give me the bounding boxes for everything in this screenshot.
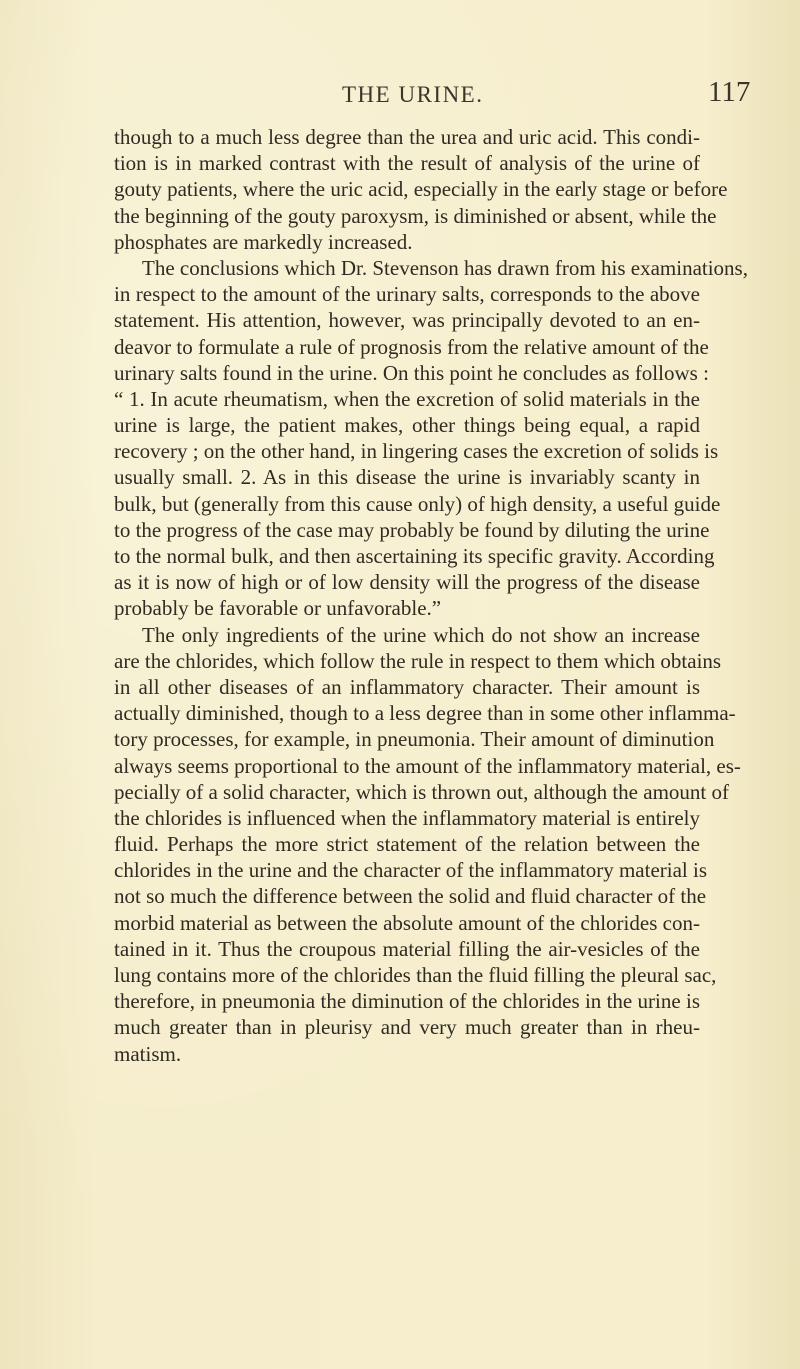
- text-line: therefore, in pneumonia the diminution of the chlorides in the urine is: [114, 989, 700, 1014]
- text-line: to the progress of the case may probably be found by diluting the urine: [114, 517, 710, 542]
- text-line: deavor to formulate a rule of prognosis from the relative amount of the: [114, 334, 709, 359]
- text-line: much greater than in pleurisy and very much greater than in rheu-: [114, 1015, 700, 1040]
- text-line: lung contains more of the chlorides than the fluid filling the pleural sac,: [114, 963, 717, 987]
- text-line: urinary salts found in the urine. On this point he concludes as follows :: [114, 360, 709, 385]
- text-line: morbid material as between the absolute amount of the chlorides con-: [114, 910, 700, 935]
- text-line: tion is in marked contrast with the result of analysis of the urine of: [114, 151, 700, 176]
- text-line: actually diminished, though to a less degree than in some other inflamma-: [114, 701, 736, 726]
- text-line: fluid. Perhaps the more strict statement of the relation between the: [114, 832, 700, 857]
- text-line: phosphates are markedly increased.: [114, 229, 413, 254]
- text-line: urine is large, the patient makes, other things being equal, a rapid: [114, 413, 700, 438]
- text-line: in respect to the amount of the urinary salts, corresponds to the above: [114, 282, 700, 307]
- text-line: not so much the difference between the solid and fluid character of the: [114, 884, 707, 909]
- text-line: as it is now of high or of low density will the progress of the disease: [114, 570, 700, 595]
- text-line: bulk, but (generally from this cause only) of high density, a useful guide: [114, 491, 721, 516]
- body-text: [114, 124, 748, 1067]
- text-line: probably be favorable or unfavorable.”: [114, 596, 442, 621]
- text-line: chlorides in the urine and the character of the inflammatory material is: [114, 858, 708, 883]
- text-line: the chlorides is influenced when the inflammatory material is entirely: [114, 805, 700, 830]
- text-line: the beginning of the gouty paroxysm, is diminished or absent, while the: [114, 203, 717, 228]
- text-line: recovery ; on the other hand, in lingering cases the excretion of solids is: [114, 439, 719, 464]
- text-line: are the chlorides, which follow the rule in respect to them which obtains: [114, 648, 722, 673]
- text-line: to the normal bulk, and then ascertaining its specific gravity. According: [114, 544, 715, 568]
- text-line: The only ingredients of the urine which do not show an increase: [142, 622, 700, 647]
- text-line: statement. His attention, however, was principally devoted to an en-: [114, 308, 700, 333]
- running-head-title: THE URINE.: [342, 82, 484, 107]
- text-line: The conclusions which Dr. Stevenson has drawn from his examinations,: [142, 255, 748, 280]
- text-line: always seems proportional to the amount of the inflammatory material, es-: [114, 753, 741, 778]
- text-line: in all other diseases of an inflammatory character. Their amount is: [114, 674, 700, 699]
- text-line: matism.: [114, 1041, 182, 1066]
- text-line: tained in it. Thus the croupous material filling the air-vesicles of the: [114, 936, 700, 961]
- text-line: usually small. 2. As in this disease the urine is invariably scanty in: [114, 465, 700, 490]
- text-line: tory processes, for example, in pneumonia. Their amount of diminution: [114, 727, 715, 752]
- text-line: gouty patients, where the uric acid, especially in the early stage or before: [114, 177, 728, 202]
- text-line: “ 1. In acute rheumatism, when the excretion of solid materials in the: [114, 386, 700, 411]
- page-number: 117: [708, 76, 751, 108]
- text-line: pecially of a solid character, which is thrown out, although the amount of: [114, 779, 729, 804]
- running-head: [0, 76, 800, 122]
- text-line: though to a much less degree than the urea and uric acid. This condi-: [114, 125, 700, 149]
